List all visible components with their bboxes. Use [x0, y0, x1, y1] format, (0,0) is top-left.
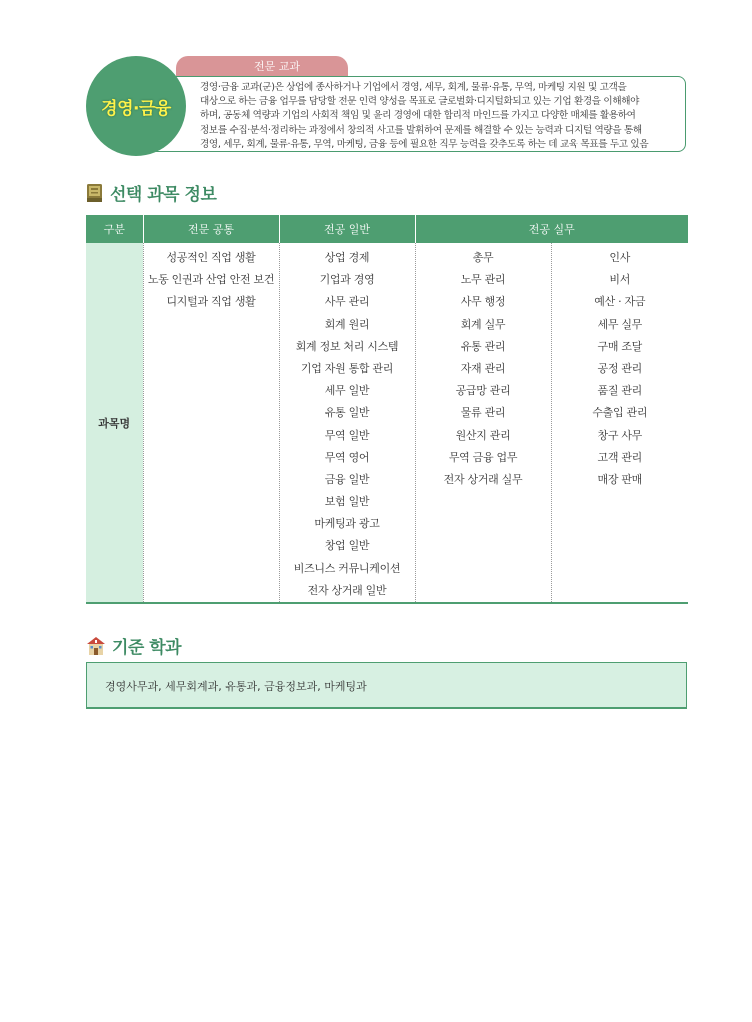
- subject-item: 매장 판매: [597, 472, 643, 486]
- subject-item: 기업 자원 통합 관리: [300, 361, 394, 375]
- subject-item: 사무 행정: [460, 295, 506, 309]
- subject-circle: [86, 56, 186, 156]
- description-line: 정보를 수집·분석·정리하는 과정에서 창의적 사고를 발휘하여 문제를 해결할 수 있는 능력과 디지털 역량을 통해: [200, 124, 642, 136]
- departments-section-title: [86, 633, 181, 658]
- subject-item: 원산지 관리: [455, 428, 511, 442]
- common-column: [143, 243, 279, 603]
- subject-item: 전자 상거래 실무: [443, 472, 523, 486]
- subject-item: 비즈니스 커뮤니케이션: [293, 561, 401, 575]
- subject-item: 성공적인 직업 생활: [166, 251, 256, 264]
- description-text: [200, 81, 684, 152]
- header-common: 전문 공통: [143, 215, 279, 243]
- subject-item: 무역 영어: [324, 450, 370, 464]
- category-tab: 전문 교과: [176, 56, 348, 78]
- subject-item: 세무 실무: [597, 317, 643, 331]
- general-column: [279, 243, 415, 603]
- header-general: 전공 일반: [279, 215, 415, 243]
- school-icon: [86, 636, 106, 656]
- subject-item: 사무 관리: [324, 295, 370, 309]
- subject-item: 노동 인권과 산업 안전 보건: [147, 273, 275, 287]
- subjects-table: [86, 215, 688, 604]
- subject-item: 무역 금융 업무: [448, 450, 518, 464]
- subjects-section-title: [86, 180, 216, 205]
- practical-column-b: [551, 243, 688, 603]
- table-row: [86, 243, 688, 603]
- description-line: 경영, 세무, 회계, 물류·유통, 무역, 마케팅, 금융 등에 필요한 직무 능력을 갖추도록 하는 데 교육 목표를 두고 있음: [200, 138, 649, 150]
- subject-item: 예산 · 자금: [594, 295, 646, 309]
- subject-item: 마케팅과 광고: [314, 517, 380, 531]
- subject-item: 창업 일반: [324, 539, 370, 553]
- section-title: 기준 학과: [112, 638, 182, 658]
- subject-item: 회계 실무: [460, 317, 506, 331]
- subject-item: 유통 일반: [324, 406, 370, 420]
- subject-item: 세무 일반: [324, 384, 370, 398]
- subject-item: 인사: [609, 251, 631, 264]
- description-line: 대상으로 하는 금융 업무를 담당할 전문 인력 양성을 목표로 글로벌화·디지털화되고 있는 기업 환경을 이해해야: [200, 96, 640, 108]
- subject-item: 기업과 경영: [319, 273, 375, 287]
- subject-item: 노무 관리: [460, 273, 506, 287]
- subject-circle-label: 경영·금융: [101, 98, 171, 119]
- subject-item: 창구 사무: [597, 428, 643, 442]
- subject-item: 보험 일반: [324, 495, 370, 509]
- description-line: 하며, 공동체 역량과 기업의 사회적 책임 및 윤리 경영에 대한 합리적 마인드를 가지고 다양한 매체를 활용하여: [200, 110, 636, 122]
- subject-item: 구매 조달: [597, 339, 643, 353]
- description-line: 경영·금융 교과(군)은 상업에 종사하거나 기업에서 경영, 세무, 회계, 물류·유통, 무역, 마케팅 지원 및 고객을: [200, 82, 627, 93]
- subject-item: 금융 일반: [324, 472, 370, 486]
- subject-header: [86, 56, 688, 156]
- header-practical: 전공 실무: [415, 215, 688, 243]
- subject-item: 공정 관리: [597, 361, 643, 375]
- subject-item: 비서: [609, 273, 631, 287]
- subject-item: 상업 경제: [324, 251, 370, 264]
- departments-box: 경영사무과, 세무회계과, 유통과, 금융정보과, 마케팅과: [86, 662, 687, 709]
- row-label: 과목명: [86, 243, 143, 603]
- subject-item: 회계 원리: [324, 317, 370, 331]
- practical-column-a: [415, 243, 551, 603]
- header-category: 구분: [86, 215, 143, 243]
- subject-item: 공급망 관리: [455, 384, 511, 398]
- subject-item: 디지털과 직업 생활: [166, 295, 256, 309]
- subject-item: 고객 관리: [597, 450, 643, 464]
- section-title: 선택 과목 정보: [110, 185, 217, 205]
- subject-item: 자재 관리: [460, 361, 506, 375]
- book-icon: [86, 183, 104, 203]
- subject-item: 유통 관리: [460, 339, 506, 353]
- table-header-row: [86, 215, 688, 243]
- subject-item: 전자 상거래 일반: [307, 583, 387, 597]
- subject-item: 총무: [472, 251, 494, 264]
- subject-item: 품질 관리: [597, 384, 643, 398]
- subject-item: 무역 일반: [324, 428, 370, 442]
- subject-item: 수출입 관리: [592, 406, 648, 420]
- subject-item: 물류 관리: [460, 406, 506, 420]
- subject-item: 회계 정보 처리 시스템: [295, 339, 399, 353]
